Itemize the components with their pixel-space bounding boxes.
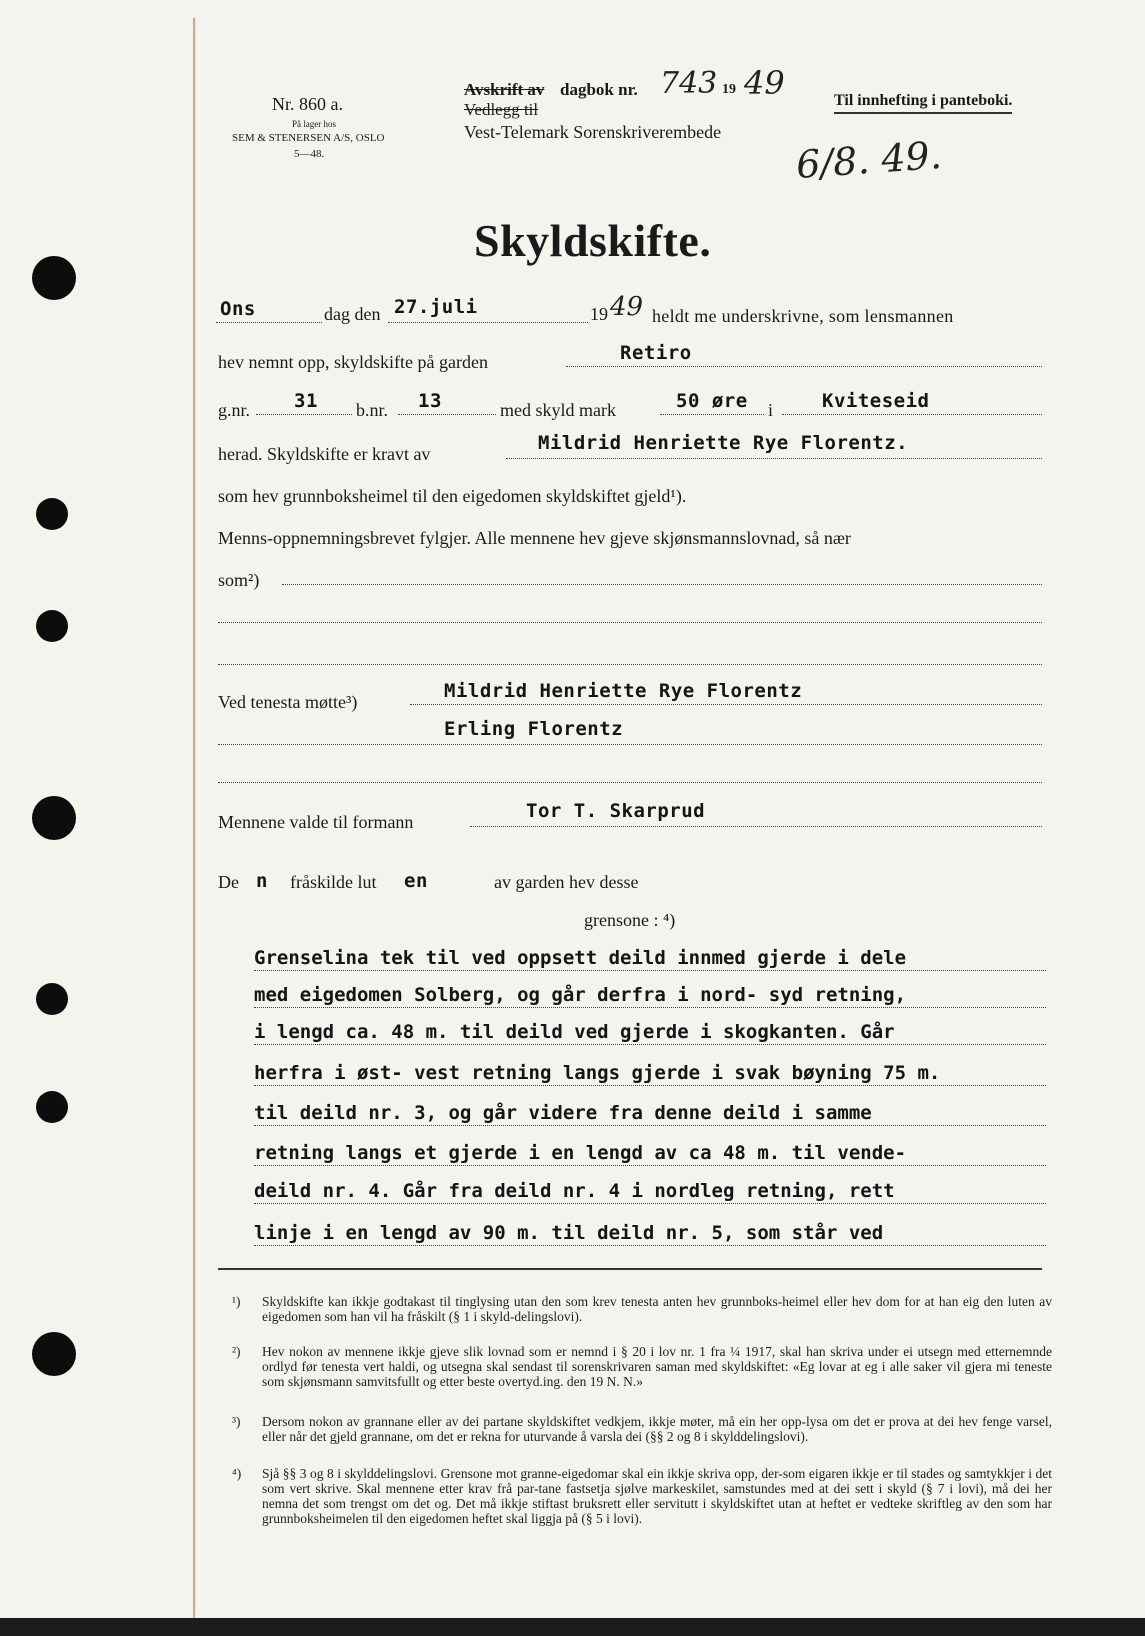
intro-rest: heldt me underskrivne, som lensmannen (652, 306, 954, 326)
register-year: 49 (744, 64, 785, 102)
register-label: dagbok nr. (560, 80, 638, 99)
footnote-divider (218, 1268, 1042, 1270)
boundary-line: med eigedomen Solberg, og går derfra i nord- syd retning, (254, 983, 1046, 1008)
attended-label: Ved tenesta møtte³) (218, 692, 358, 712)
menns-line: Menns-oppnemningsbrevet fylgjer. Alle mennene hev gjeve skjønsmannslovnad, så nær (218, 528, 851, 548)
requester-value: Mildrid Henriette Rye Florentz. (538, 432, 909, 454)
boundary-line: herfra i øst- vest retning langs gjerde i svak bøyning 75 m. (254, 1061, 1046, 1086)
herad-label: herad. Skyldskifte er kravt av (218, 444, 431, 464)
footnote-text: Skyldskifte kan ikkje godtakast til tinglysing utan den som krev tenesta anten hev grunnboks-heimel eller hev dom for at han eig den luten av eigedomen som han vil ha fråskilt (§ 1 i skyld-delingslovi). (262, 1294, 1052, 1324)
footnote-number: ³) (232, 1414, 241, 1429)
skyld-label: med skyld mark (500, 400, 616, 420)
printer-line: På lager hos (292, 119, 336, 129)
fill-line (660, 414, 764, 415)
farm-value: Retiro (620, 342, 692, 364)
fill-line (506, 458, 1042, 459)
lut-rest: av garden hev desse (494, 872, 639, 892)
farm-label: hev nemnt opp, skyldskifte på garden (218, 352, 488, 372)
boundary-line: deild nr. 4. Går fra deild nr. 4 i nordleg retning, rett (254, 1179, 1046, 1204)
skyld-value: 50 øre (676, 390, 748, 412)
fill-line (282, 584, 1042, 585)
fill-line (218, 664, 1042, 665)
attended-2: Erling Florentz (444, 718, 624, 740)
punch-hole (32, 256, 76, 300)
vedlegg-struck: Vedlegg til (464, 100, 539, 119)
punch-hole (32, 796, 76, 840)
fill-line (256, 414, 352, 415)
fill-line (470, 826, 1042, 827)
dag-den-label: dag den (324, 304, 381, 324)
office-name: Vest-Telemark Sorenskriverembede (464, 122, 722, 142)
i-label: i (768, 400, 774, 420)
attended-1: Mildrid Henriette Rye Florentz (444, 680, 803, 702)
fill-line (398, 414, 496, 415)
footnote (232, 1414, 1052, 1462)
punch-hole (36, 498, 68, 530)
chair-value: Tor T. Skarprud (526, 800, 706, 822)
boundary-line: til deild nr. 3, og går videre fra denne deild i samme (254, 1101, 1046, 1126)
boundary-line: retning langs et gjerde i en lengd av ca 48 m. til vende- (254, 1141, 1046, 1166)
footnote-number: ²) (232, 1344, 241, 1359)
footnote (232, 1466, 1052, 1576)
punch-hole (36, 1091, 68, 1123)
grensone-label: grensone : ⁴) (584, 910, 676, 930)
printer-line: 5—48. (294, 148, 325, 160)
footnote-number: ¹) (232, 1294, 241, 1309)
bnr-value: 13 (418, 390, 442, 412)
fill-line (218, 744, 1042, 745)
footnote-text: Sjå §§ 3 og 8 i skylddelingslovi. Grensone mot granne-eigedomar skal ein ikkje skriva opp, der-som eigaren ikkje er til stades og samtykkjer i det som vert skrive. Skal mennene etter krav frå par-tane fastsetja sjølve markeskilet, samstundes med at dei sett i skyld (§ 7 i lovi), må dei her nemna det som trengst om det og. Det må ikkje stiftast bruksrett eller servitutt i skyldskiftet utan at heftet er vedteke skriftleg av den som har grunnboksheimelen til den eigedomen heftet skal liggja på (§ 5 i lovi). (262, 1466, 1052, 1526)
fill-line (218, 622, 1042, 623)
register-prefix-struck: Avskrift av (464, 80, 545, 99)
gnr-value: 31 (294, 390, 318, 412)
footnote-text: Dersom nokon av grannane eller av dei partane skyldskiftet vedkjem, ikkje møter, må ein her opp-lysa om det er prova at dei hev fenge varsel, eller når det gjeld grannane, om det er rekna for uturvande å varsla dei (§§ 2 og 8 i skylddelingslovi). (262, 1414, 1052, 1444)
fill-line (410, 704, 1042, 705)
date-value: 27.juli (394, 296, 478, 318)
year-value: 49 (610, 292, 644, 322)
punch-hole (32, 1332, 76, 1376)
herad-value: Kviteseid (822, 390, 930, 412)
handwritten-date: 6/8. 49. (794, 132, 944, 188)
punch-hole (36, 610, 68, 642)
fill-line (388, 322, 588, 323)
lut-de: De (218, 872, 239, 892)
bnr-label: b.nr. (356, 400, 389, 420)
boundary-line: Grenselina tek til ved oppsett deild innmed gjerde i dele (254, 946, 1046, 971)
form-number: Nr. 860 a. (272, 94, 343, 114)
footnote (232, 1294, 1052, 1342)
footnote-number: ⁴) (232, 1466, 242, 1481)
register-number: 743 (660, 66, 718, 101)
lut-n: n (256, 870, 268, 892)
gnr-label: g.nr. (218, 400, 251, 420)
boundary-line: i lengd ca. 48 m. til deild ved gjerde i skogkanten. Går (254, 1020, 1046, 1045)
register-year-prefix: 19 (722, 82, 736, 97)
fill-line (216, 322, 322, 323)
boundary-line: linje i en lengd av 90 m. til deild nr. 5, som står ved (254, 1221, 1046, 1246)
punch-hole (36, 983, 68, 1015)
fill-line (782, 414, 1042, 415)
page-title: Skyldskifte. (474, 215, 712, 266)
lut-mid: fråskilde lut (290, 872, 377, 892)
filing-note: Til innhefting i panteboki. (834, 92, 1012, 114)
weekday-value: Ons (220, 298, 256, 320)
scan-edge (0, 1618, 1145, 1636)
fill-line (218, 782, 1042, 783)
year-prefix: 19 (590, 304, 608, 324)
lut-en: en (404, 870, 428, 892)
footnote (232, 1344, 1052, 1408)
fill-line (566, 366, 1042, 367)
footnote-text: Hev nokon av mennene ikkje gjeve slik lovnad som er nemnd i § 20 i lov nr. 1 fra ¼ 1917, skal han skriva under ei utsegn med etternemnde ordlyd før tenesta vert haldi, og utsegna skal sendast til sorenskrivaren saman med skyldskiftet: «Eg lovar at eg i alle saker vil gjera mi teneste som skjønsmann samvitsfullt og etter beste overtyd.ing. den 19 N. N.» (262, 1344, 1052, 1389)
chair-label: Mennene valde til formann (218, 812, 414, 832)
printer-line: SEM & STENERSEN A/S, OSLO (232, 132, 385, 144)
margin-rule (193, 18, 195, 1618)
heimel-line: som hev grunnboksheimel til den eigedomen skyldskiftet gjeld¹). (218, 486, 687, 506)
som-label: som²) (218, 570, 260, 590)
